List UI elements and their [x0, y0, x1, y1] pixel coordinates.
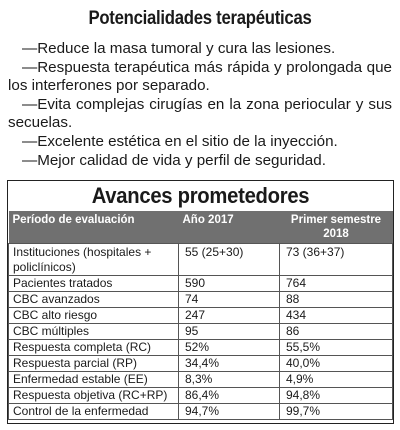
benefit-item: —Evita complejas cirugías en la zona periocular y sus secuelas. — [8, 95, 392, 132]
value-2017: 34,4% — [179, 356, 280, 372]
table-row — [9, 372, 393, 388]
header-2018: Primer semestre 2018 — [280, 211, 393, 244]
table-row — [9, 388, 393, 404]
value-2018: 99,7% — [280, 404, 393, 420]
value-2017: 8,3% — [179, 372, 280, 388]
value-2018: 86 — [280, 324, 393, 340]
table-row — [9, 340, 393, 356]
table-row — [9, 244, 393, 276]
row-label: Respuesta parcial (RP) — [9, 356, 179, 372]
value-2017: 86,4% — [179, 388, 280, 404]
value-2018: 73 (36+37) — [280, 244, 393, 276]
benefit-item: —Respuesta terapéutica más rápida y prolongada que los interferones por separado. — [8, 58, 392, 95]
page-title: Potencialidades terapéuticas — [88, 8, 312, 29]
value-2018: 4,9% — [280, 372, 393, 388]
table-title: Avances prometedores — [91, 183, 310, 208]
row-label: CBC avanzados — [9, 292, 179, 308]
benefit-item: —Excelente estética en el sitio de la inyección. — [22, 132, 338, 150]
value-2018: 55,5% — [280, 340, 393, 356]
table-row — [9, 276, 393, 292]
value-2017: 52% — [179, 340, 280, 356]
value-2017: 247 — [179, 308, 280, 324]
table-row — [9, 324, 393, 340]
value-2017: 94,7% — [179, 404, 280, 420]
row-label: Enfermedad estable (EE) — [9, 372, 179, 388]
table-row — [9, 356, 393, 372]
table-row — [9, 404, 393, 420]
value-2018: 40,0% — [280, 356, 393, 372]
value-2018: 434 — [280, 308, 393, 324]
benefit-item: —Reduce la masa tumoral y cura las lesiones. — [22, 40, 336, 57]
row-label: Instituciones (hospitales + policlínicos) — [9, 244, 179, 276]
value-2018: 88 — [280, 292, 393, 308]
results-table-box — [7, 180, 394, 424]
row-label: Respuesta objetiva (RC+RP) — [9, 388, 179, 404]
row-label: Control de la enfermedad — [9, 404, 179, 420]
value-2018: 764 — [280, 276, 393, 292]
row-label: Pacientes tratados — [9, 276, 179, 292]
value-2018: 94,8% — [280, 388, 393, 404]
row-label: CBC múltiples — [9, 324, 179, 340]
table-row — [9, 308, 393, 324]
benefits-list — [8, 40, 392, 170]
table-header-row — [9, 211, 393, 244]
value-2017: 95 — [179, 324, 280, 340]
value-2017: 55 (25+30) — [179, 244, 280, 276]
results-table — [8, 211, 393, 420]
header-period: Período de evaluación — [9, 211, 179, 244]
header-2017: Año 2017 — [179, 211, 280, 244]
value-2017: 590 — [179, 276, 280, 292]
table-row — [9, 292, 393, 308]
value-2017: 74 — [179, 292, 280, 308]
row-label: Respuesta completa (RC) — [9, 340, 179, 356]
row-label: CBC alto riesgo — [9, 308, 179, 324]
benefit-item: —Mejor calidad de vida y perfil de seguridad. — [22, 151, 326, 169]
